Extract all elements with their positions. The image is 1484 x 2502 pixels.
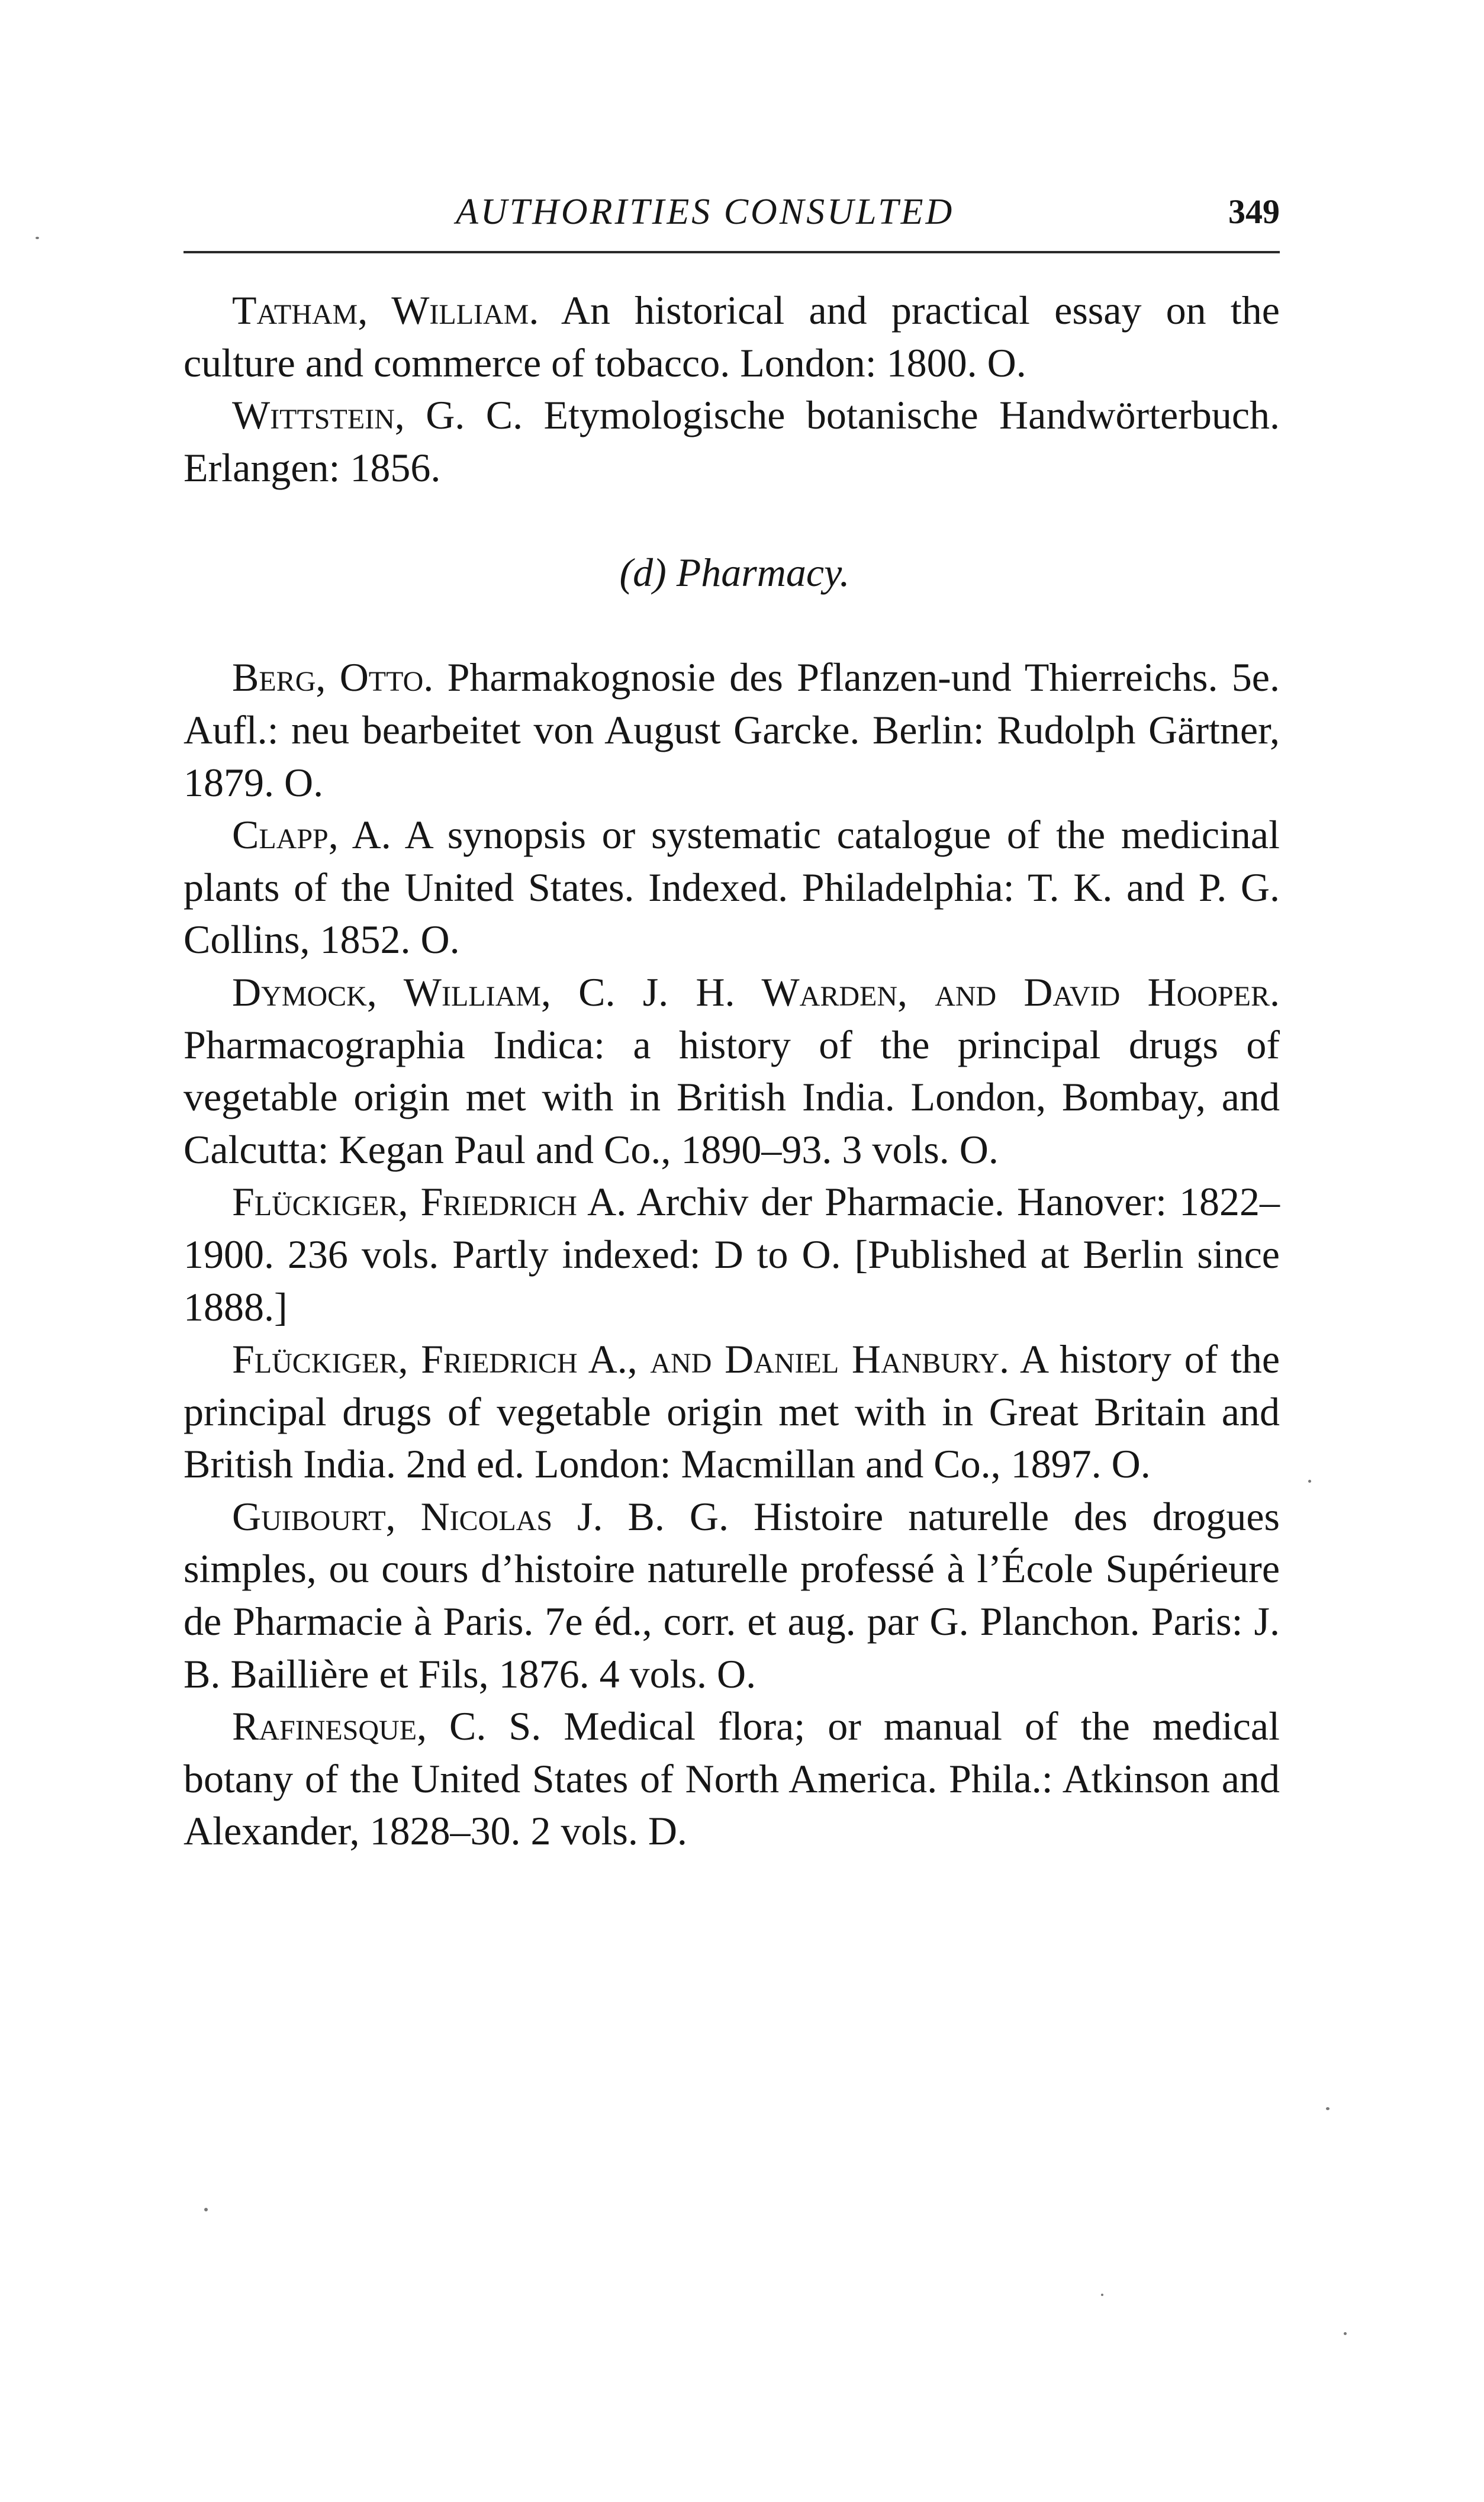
scan-speck	[36, 237, 39, 239]
entry-author: Wittstein, G. C.	[232, 392, 523, 438]
bibliography-entry	[184, 1490, 1280, 1700]
entry-text: A synopsis or systematic catalogue of the medicinal plants of the United States. Indexed. Philadelphia: T. K. and P. G. Collins, 1852. O.	[184, 812, 1280, 962]
entry-text: A history of the principal drugs of vegetable origin met with in Great Britain and British India. 2nd ed. London: Macmillan and Co., 1897. O.	[184, 1337, 1280, 1487]
entry-author: Dymock, William, C. J. H. Warden, and David Hooper.	[232, 969, 1280, 1015]
section-heading: (d) Pharmacy.	[619, 550, 850, 595]
entry-text: Histoire naturelle des drogues simples, ou cours d’histoire naturelle professé à l’École Supérieure de Pharmacie à Paris. 7e éd., corr. et aug. par G. Planchon. Paris: J. B. Baillière et Fils, 1876. 4 vols. O.	[184, 1493, 1280, 1696]
entry-author: Rafinesque, C. S.	[232, 1704, 542, 1749]
entry-text: Medical flora; or manual of the medical botany of the United States of North America. Phila.: Atkinson and Alexander, 1828–30. 2 vols. D.	[184, 1704, 1280, 1854]
entry-text: Archiv der Pharmacie. Hanover: 1822–1900. 236 vols. Partly indexed: D to O. [Published at Berlin since 1888.]	[184, 1179, 1280, 1329]
bibliography-entry	[184, 389, 1280, 494]
entry-text: Pharmacographia Indica: a history of the principal drugs of vegetable origin met with in British India. London, Bombay, and Calcutta: Kegan Paul and Co., 1890–93. 3 vols. O.	[184, 1022, 1280, 1172]
bibliography-entry	[184, 651, 1280, 809]
bibliography-entry	[184, 1700, 1280, 1857]
bibliography-entry	[184, 1333, 1280, 1490]
scan-speck	[1326, 2107, 1330, 2110]
entry-text: An historical and practical essay on the culture and commerce of tobacco. London: 1800. O.	[184, 288, 1280, 385]
entry-author: Guibourt, Nicolas J. B. G.	[232, 1493, 729, 1539]
entry-text: Pharmakognosie des Pflanzen-und Thierreichs. 5e. Aufl.: neu bearbeitet von August Garcke. Berlin: Rudolph Gärtner, 1879. O.	[184, 655, 1280, 805]
entry-text: Etymologische botanische Handwörterbuch. Erlangen: 1856.	[184, 392, 1280, 490]
entry-author: Tatham, William.	[232, 288, 539, 333]
entry-author: Flückiger, Friedrich A.	[232, 1179, 627, 1225]
entry-author: Flückiger, Friedrich A., and Daniel Hanbury.	[232, 1337, 1009, 1382]
scan-speck	[1101, 2294, 1103, 2296]
scan-speck	[204, 2208, 208, 2211]
scan-speck	[1344, 2332, 1347, 2335]
bibliography-entry	[184, 1176, 1280, 1333]
bibliography-entry	[184, 284, 1280, 389]
scan-speck	[1308, 1480, 1311, 1483]
bibliography-entry	[184, 966, 1280, 1176]
header-rule	[184, 251, 1280, 253]
entry-author: Clapp, A.	[232, 812, 391, 858]
running-head: AUTHORITIES CONSULTED	[456, 192, 955, 232]
page-number: 349	[1228, 192, 1280, 231]
page-header	[184, 188, 1280, 236]
bibliography-entry	[184, 809, 1280, 966]
entry-author: Berg, Otto.	[232, 655, 434, 700]
bibliography-list	[184, 284, 1280, 1857]
